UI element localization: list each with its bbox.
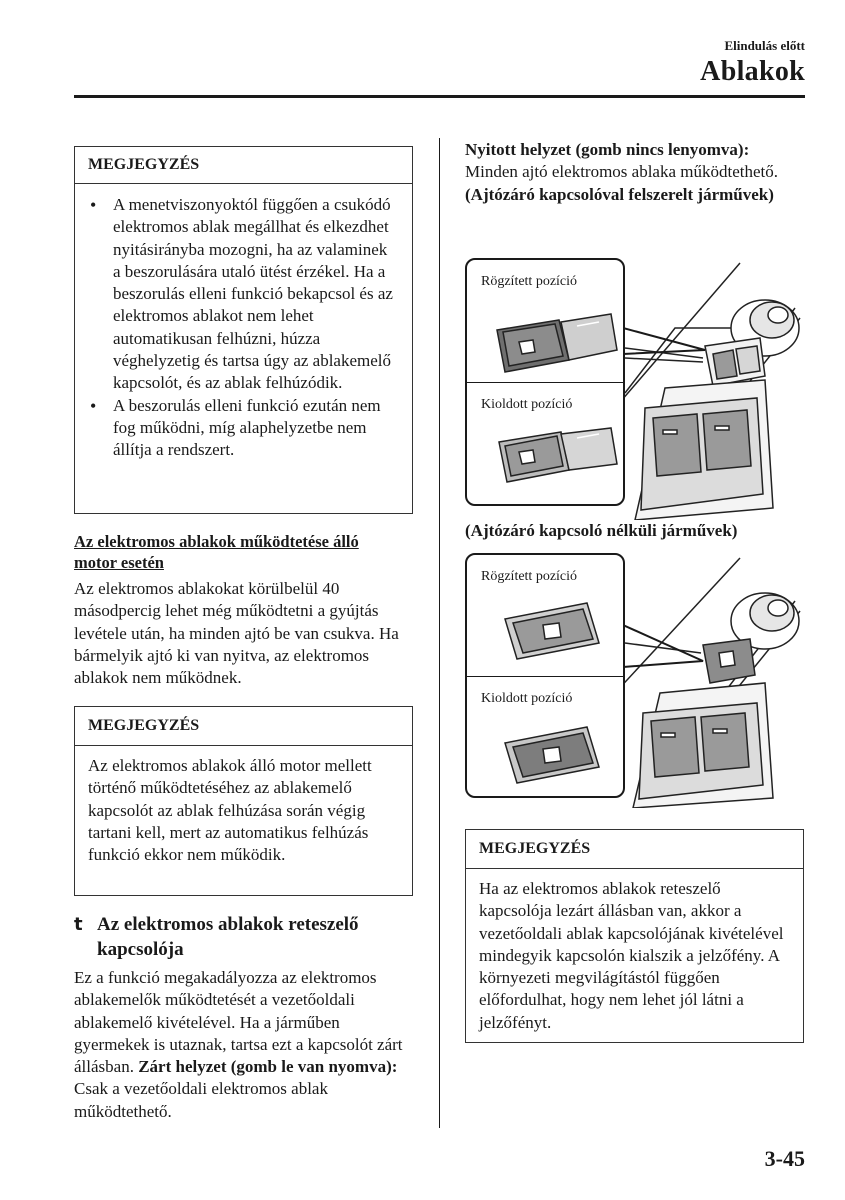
section-heading-lock-switch: Az elektromos ablakok reteszelő kapcsolója (97, 914, 359, 960)
note-box-engine-off (74, 706, 413, 896)
without-lock-heading: (Ajtózáró kapcsoló nélküli járművek) (465, 521, 738, 540)
body-text: Ez a funkció megakadályozza az elektromos ablakemelők működtetését a vezetőoldali ablakemelő kivételével. Ha a járműben gyermekek is utaznak, tartsa ezt a kapcsolót zárt állásban. (74, 968, 403, 1077)
callout-pointer (623, 613, 713, 673)
section-marker: t (74, 914, 83, 935)
note-heading: MEGJEGYZÉS (466, 830, 803, 869)
figure-with-door-lock (465, 258, 805, 520)
paragraph-open-position (465, 139, 810, 206)
note-body: Ha az elektromos ablakok reteszelő kapcsolója lezárt állásban van, akkor a vezetőoldali ablak kapcsolójának kivételével mindegyik kapcsolón kialszik a jelzőfény. A környezeti megvilágítástól függően előfordulhat, hogy nem lehet jól látni a jelzőfényt. (479, 879, 784, 1032)
list-item: • A menetviszonyoktól függően a csukódó elektromos ablak megállhat és elkezdhet nyitásirányba mozogni, ha az valaminek a beszorulására utaló ütést érzékel. Ha a beszorulás elleni funkció bekapcsol és az elektromos ablakot nem lehet automatikusan felhúzni, húzza véghelyzetig és tartsa úgy az ablakemelő kapcsolót, és az ablak felhúzódik. (88, 194, 399, 395)
callout-divider (467, 676, 623, 677)
note-body: Az elektromos ablakok álló motor mellett történő működtetéséhez az ablakemelő kapcsolót az ablak felhúzása során végig tartani kell, mert az automatikus felhúzás funkció ekkor nem működik. (88, 756, 372, 865)
fig-label-released: Kioldott pozíció (481, 691, 573, 706)
with-lock-heading: (Ajtózáró kapcsolóval felszerelt járművek) (465, 184, 774, 204)
fig-label-fixed: Rögzített pozíció (481, 274, 578, 289)
paragraph-lock-switch (74, 967, 416, 1123)
note-box-anti-pinch (74, 146, 413, 514)
header-rule (74, 95, 805, 98)
callout-box (465, 553, 625, 798)
open-position-label: Nyitott helyzet (gomb nincs lenyomva): (465, 140, 750, 159)
fig-label-fixed: Rögzített pozíció (481, 569, 578, 584)
callout-pointer (623, 318, 713, 358)
lock-switch-fixed-icon (499, 597, 609, 667)
page-title: Ablakok (700, 56, 805, 87)
lock-switch-released-icon (489, 422, 619, 502)
open-position-text: Minden ajtó elektromos ablaka működtethető. (465, 162, 779, 182)
body-text-bold: Zárt helyzet (gomb le van nyomva): (138, 1057, 398, 1077)
running-header: Elindulás előtt (724, 38, 805, 53)
subsection-heading-engine-off: Az elektromos ablakok működtetése álló motor esetén (74, 532, 359, 572)
lock-switch-fixed-icon (489, 300, 619, 380)
callout-divider (467, 382, 623, 383)
callout-box (465, 258, 625, 506)
figure-without-door-lock (465, 553, 805, 808)
paragraph-engine-off: Az elektromos ablakokat körülbelül 40 másodpercig lehet még működtetni a gyújtás levétele után, ha minden ajtó be van csukva. Ha bármelyik ajtó ki van nyitva, az elektromos ablakok nem működnek. (74, 579, 399, 688)
note-body (75, 184, 412, 472)
note-heading: MEGJEGYZÉS (75, 147, 412, 184)
fig-label-released: Kioldott pozíció (481, 397, 573, 412)
note-box-indicator (465, 829, 804, 1043)
list-item: • A beszorulás elleni funkció ezután nem fog működni, míg alaphelyzetbe nem állítja a rendszert. (88, 395, 399, 462)
page-number: 3-45 (764, 1146, 805, 1171)
lock-switch-released-icon (499, 719, 609, 789)
body-text: Csak a vezetőoldali elektromos ablak működtethető. (74, 1079, 328, 1121)
note-heading: MEGJEGYZÉS (75, 707, 412, 746)
column-divider (439, 138, 440, 1128)
